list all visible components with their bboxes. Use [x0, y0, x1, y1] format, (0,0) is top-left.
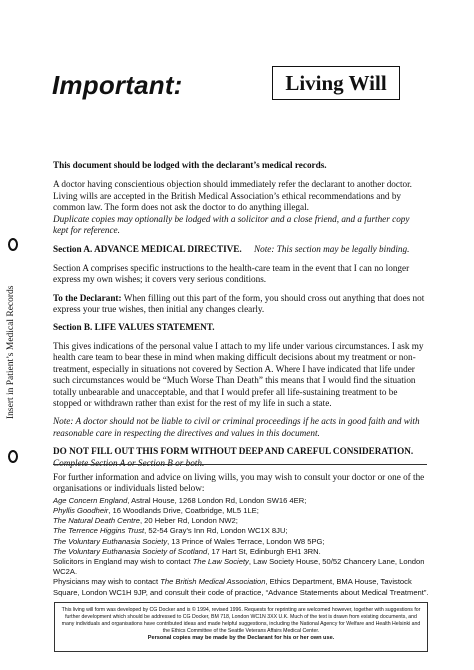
- footer-text: This living will form was developed by CG Docker and is © 1994, revised 1996. Requests for reprinting are welcomed however, together with suggestions for further development which should be addressed to CG Docker, BM 718, London WC1N 3XX U.K. Much of the text is drawn from existing documents, and many individuals and organisations have contributed ideas and made helpful suggestions, including the National Agency for Welfare and Health Helsinki and the Ethics Committee of the Seattle Veterans Affairs Medical Center.: [61, 607, 421, 634]
- org-address: , 20 Heber Rd, London NW2;: [139, 516, 238, 526]
- living-will-title-box: [272, 66, 400, 100]
- bma-name: The British Medical Association: [160, 577, 266, 587]
- list-item: [53, 537, 429, 547]
- declarant-text: When filling out this part of the form, you should cross out anything that does not express your true wishes, then initial any changes clearly.: [53, 292, 425, 315]
- physicians-contact: [53, 577, 429, 597]
- org-name: Age Concern England: [53, 495, 128, 505]
- intro-paragraph: [53, 179, 425, 236]
- list-item: [53, 526, 429, 536]
- section-a-heading: [53, 244, 425, 255]
- lodged-notice: This document should be lodged with the declarant’s medical records.: [53, 160, 327, 170]
- warning-block: [53, 446, 425, 469]
- further-information: [53, 472, 429, 598]
- copyright-footer: [54, 602, 428, 652]
- org-address: , 16 Woodlands Drive, Coatbridge, ML5 1LE;: [108, 506, 259, 516]
- section-a-note: Note: This section may be legally binding.: [254, 244, 410, 255]
- side-vertical-text: Insert in Patient’s Medical Records: [6, 285, 16, 419]
- intro-text: A doctor having conscientious objection should immediately refer the declarant to another doctor. Living wills are accepted in the British Medical Association’s ethical recommendations and by common law. The form does not ask the doctor to do anything illegal.: [53, 179, 412, 213]
- footer-personal-copies: Personal copies may be made by the Declarant for his or her own use.: [147, 635, 335, 641]
- solicitors-contact: [53, 557, 429, 577]
- org-name: Phyllis Goodheir: [53, 506, 109, 516]
- list-item: [53, 547, 429, 557]
- org-name: The Voluntary Euthanasia Society of Scotland: [53, 546, 208, 556]
- solicitors-post: , Law Society House, 50/52 Chancery Lane, London WC2A.: [53, 557, 425, 577]
- org-name: The Voluntary Euthanasia Society: [53, 536, 168, 546]
- complete-instruction: Complete Section A or Section B or both.: [53, 457, 205, 468]
- org-name: The Natural Death Centre: [53, 516, 140, 526]
- punch-hole-icon: [8, 238, 18, 251]
- org-address: , Astral House, 1268 London Rd, London SW16 4ER;: [127, 495, 307, 505]
- list-item: [53, 496, 429, 506]
- organisation-list: [53, 496, 429, 557]
- important-heading: Important:: [52, 70, 183, 100]
- declarant-instruction: [53, 293, 425, 316]
- side-margin-label: [0, 232, 40, 472]
- doctor-liability-note: Note: A doctor should not be liable to civil or criminal proceedings if he acts in good faith and with reasonable care in respecting the directives and values in this document.: [53, 416, 420, 438]
- section-b-title: Section B. LIFE VALUES STATEMENT.: [53, 322, 215, 333]
- org-address: , 52-54 Gray’s Inn Rd, London WC1X 8JU;: [144, 526, 288, 536]
- list-item: [53, 516, 429, 526]
- further-intro: For further information and advice on living wills, you may wish to consult your doctor or one of the organisations or individuals listed below:: [53, 472, 425, 494]
- declarant-label: To the Declarant:: [53, 292, 122, 303]
- org-address: , 13 Prince of Wales Terrace, London W8 5PG;: [167, 536, 325, 546]
- physicians-pre: Physicians may wish to contact: [53, 577, 161, 587]
- punch-hole-icon: [8, 450, 18, 463]
- main-content: [53, 160, 425, 469]
- list-item: [53, 506, 429, 516]
- duplicate-copies-note: Duplicate copies may optionally be lodged with a solicitor and a close friend, and a further copy kept for reference.: [53, 213, 410, 236]
- form-title: Living Will: [285, 70, 387, 95]
- divider-line: [53, 464, 427, 465]
- org-name: The Terrence Higgins Trust: [53, 526, 145, 536]
- warning-text: DO NOT FILL OUT THIS FORM WITHOUT DEEP AND CAREFUL CONSIDERATION.: [53, 446, 414, 457]
- org-address: , 17 Hart St, Edinburgh EH1 3RN.: [207, 546, 321, 556]
- physicians-post: , Ethics Department, BMA House, Tavistock Square, London WC1H 9JP, and consult their code of practice, “Advance Statements about Medical Treatment”.: [53, 577, 429, 597]
- section-a-title: Section A. ADVANCE MEDICAL DIRECTIVE.: [53, 244, 242, 255]
- law-society-name: The Law Society: [192, 557, 249, 567]
- section-a-text: Section A comprises specific instructions to the health-care team in the event that I can no longer express my own wishes; it covers very serious conditions.: [53, 262, 410, 285]
- section-b-text: This gives indications of the personal value I attach to my life under various circumstances. I ask my health care team to bear these in mind when making difficult decisions about my treatment or non-treatment, especially in situations not covered by Section A. Where I have indicated that life under such circumstances would be “Much Worse Than Death” this means that I would find the situation totally unbearable and unacceptable, and that I would prefer all life-sustaining treatment to be stopped or withdrawn rather than exist for the rest of my life in such a state.: [53, 340, 424, 408]
- solicitors-pre: Solicitors in England may wish to contact: [53, 557, 193, 567]
